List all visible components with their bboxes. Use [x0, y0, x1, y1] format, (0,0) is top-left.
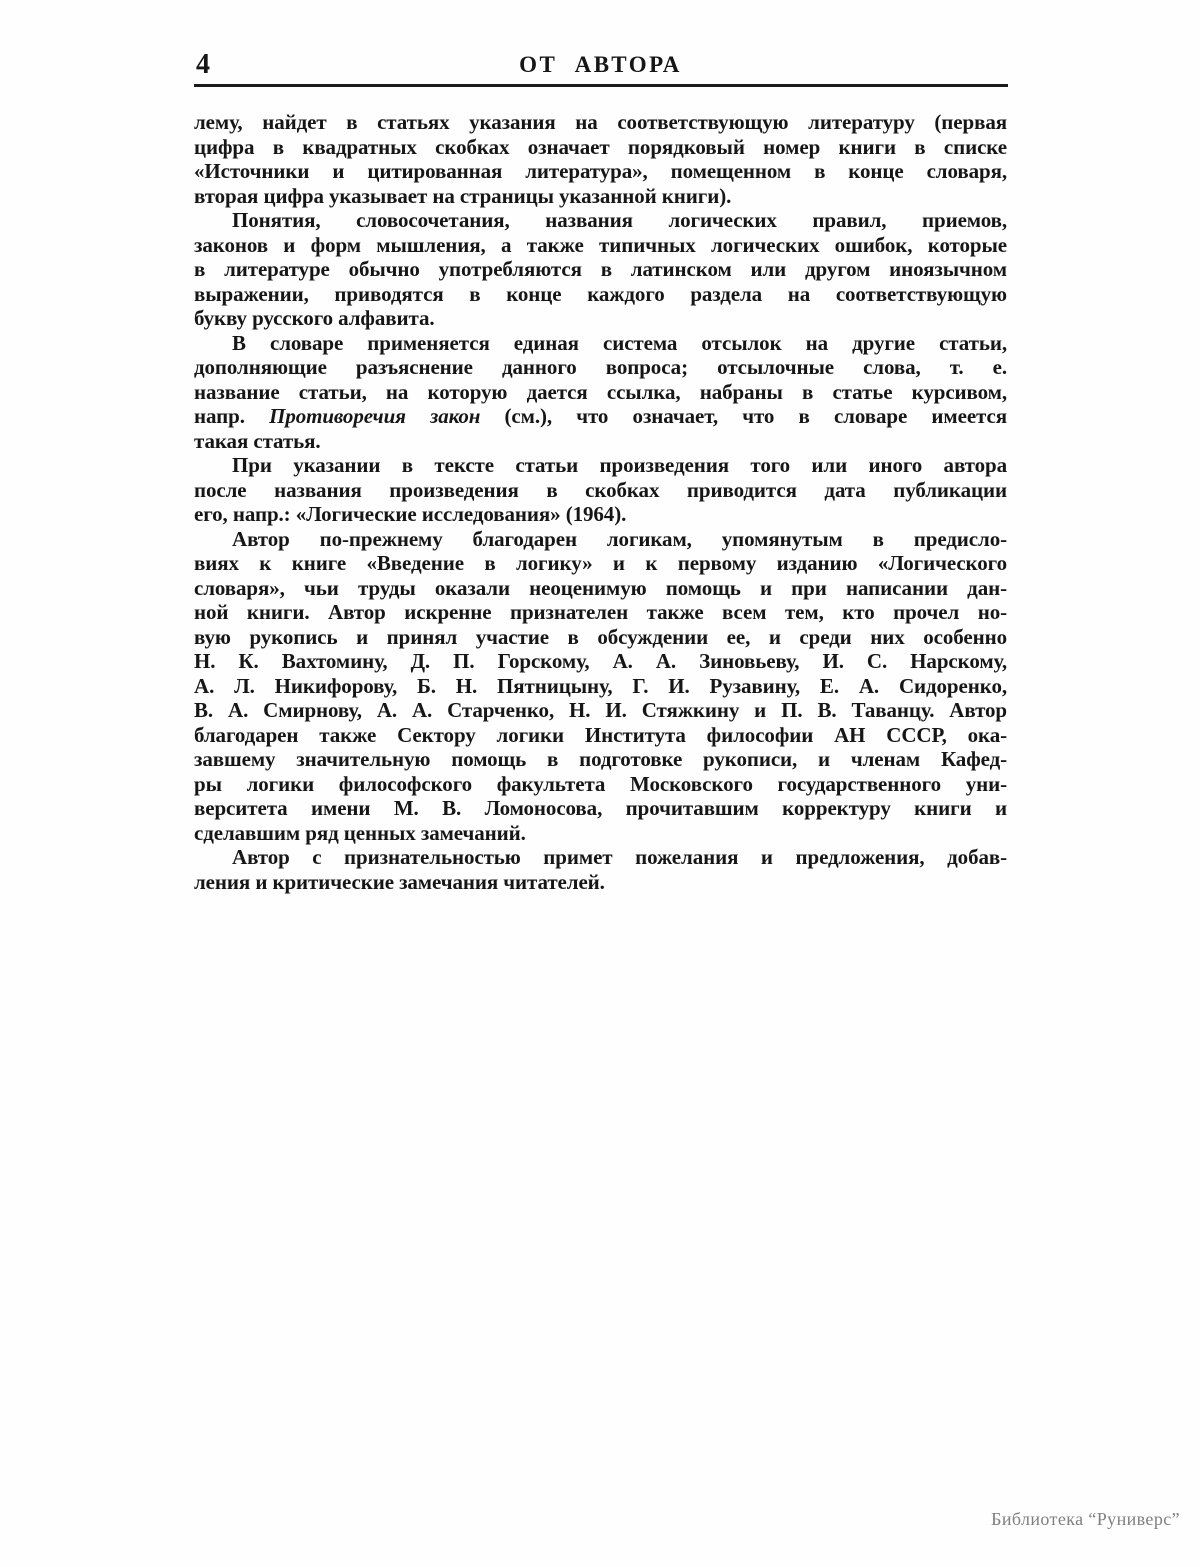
paragraph — [194, 845, 1007, 894]
text-line: В словаре применяется единая система отсылок на другие статьи, — [232, 330, 1007, 355]
text-line: виях к книге «Введение в логику» и к первому изданию «Логического — [194, 551, 1007, 575]
text-line: вую рукопись и принял участие в обсуждении ее, и среди них особенно — [194, 624, 1007, 649]
text-line: цифра в квадратных скобках означает порядковый номер книги в списке — [194, 134, 1007, 159]
text-line: Понятия, словосочетания, названия логических правил, приемов, — [232, 208, 1007, 232]
text-line: «Источники и цитированная литература», помещенном в конце словаря, — [194, 159, 1007, 183]
text-line: Н. К. Вахтомину, Д. П. Горскому, А. А. Зиновьеву, И. С. Нарскому, — [194, 649, 1007, 673]
library-watermark: Библиотека “Руниверс” — [991, 1509, 1180, 1529]
text-line: завшему значительную помощь в подготовке рукописи, и членам Кафед- — [194, 747, 1007, 771]
text-segment: напр. — [194, 404, 270, 428]
text-line: верситета имени М. В. Ломоносова, прочитавшим корректуру книги и — [194, 796, 1007, 820]
text-line: сделавшим ряд ценных замечаний. — [194, 820, 526, 845]
text-line: А. Л. Никифорову, Б. Н. Пятницыну, Г. И. Рузавину, Е. А. Сидоренко, — [194, 673, 1007, 698]
text-line: такая статья. — [194, 428, 321, 453]
paragraph — [194, 208, 1007, 331]
text-segment: (см.), что означает, что в словаре имеется — [480, 404, 1007, 428]
text-line: дополняющие разъяснение данного вопроса; отсылочные слова, т. е. — [194, 355, 1007, 379]
text-line: выражении, приводятся в конце каждого раздела на соответствующую — [194, 281, 1007, 306]
text-line: Автор с признательностью примет пожелания и предложения, добав- — [232, 845, 1007, 869]
paragraph — [194, 331, 1007, 454]
text-line: ры логики философского факультета Московского государственного уни- — [194, 771, 1007, 796]
text-line: Автор по-прежнему благодарен логикам, упомянутым в предисло- — [232, 526, 1007, 551]
text-line: лему, найдет в статьях указания на соответствующую литературу (первая — [194, 110, 1007, 134]
text-line: словаря», чьи труды оказали неоценимую помощь и при написании дан- — [194, 575, 1007, 600]
italic-cross-reference: Противоречия закон — [269, 404, 481, 428]
paragraph — [194, 110, 1007, 208]
text-line: При указании в тексте статьи произведения того или иного автора — [232, 453, 1007, 477]
text-line: в литературе обычно употребляются в латинском или другом иноязычном — [194, 257, 1007, 281]
text-line: название статьи, на которую дается ссылка, набраны в статье курсивом, — [194, 379, 1007, 404]
text-line: вторая цифра указывает на страницы указанной книги). — [194, 183, 732, 208]
header-rule — [194, 84, 1008, 87]
text-line: благодарен также Сектору логики Института философии АН СССР, ока- — [194, 722, 1007, 747]
paragraph — [194, 527, 1007, 846]
text-line: В. А. Смирнову, А. А. Старченко, Н. И. Стяжкину и П. В. Таванцу. Автор — [194, 698, 1007, 722]
text-line: законов и форм мышления, а также типичных логических ошибок, которые — [194, 232, 1007, 257]
text-line: ления и критические замечания читателей. — [194, 869, 605, 894]
text-line: его, напр.: «Логические исследования» (1964). — [194, 502, 627, 526]
running-title: ОТ АВТОРА — [519, 52, 682, 77]
text-line — [194, 404, 1007, 429]
text-line: букву русского алфавита. — [194, 306, 435, 330]
page-number: 4 — [196, 49, 210, 80]
paragraph — [194, 453, 1007, 527]
text-line: ной книги. Автор искренне признателен также всем тем, кто прочел но- — [194, 600, 1007, 624]
page-body — [194, 110, 1007, 894]
text-line: после названия произведения в скобках приводится дата публикации — [194, 477, 1007, 502]
